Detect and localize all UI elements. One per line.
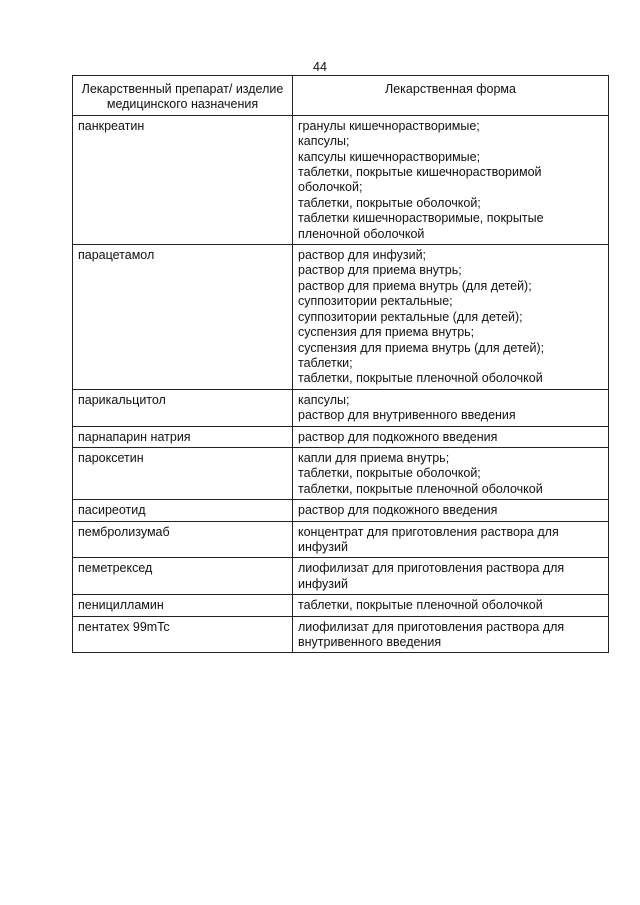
dosage-forms-cell [293,115,609,244]
table-row [73,115,609,244]
dosage-form-item: капсулы; [298,392,350,407]
drug-name-cell: пентатех 99mTc [73,616,293,653]
table-row [73,245,609,390]
drug-name-cell: пеметрексед [73,558,293,595]
dosage-form-item: гранулы кишечнорастворимые; [298,118,480,133]
dosage-form-item: капли для приема внутрь; [298,450,450,465]
dosage-form-item: концентрат для приготовления раствора для инфузий [298,524,559,554]
dosage-forms-cell [293,558,609,595]
table-row [73,389,609,426]
dosage-form-item: суспензия для приема внутрь; [298,325,475,340]
drug-name-cell: парацетамол [73,245,293,390]
dosage-form-item: суспензия для приема внутрь (для детей); [298,340,545,355]
dosage-forms-cell [293,521,609,558]
dosage-form-item: раствор для подкожного введения [298,429,498,444]
drug-name-cell: пасиреотид [73,500,293,521]
table-row [73,558,609,595]
drug-name-cell: пароксетин [73,447,293,499]
drug-name-cell: парикальцитол [73,389,293,426]
header-dosage-form: Лекарственная форма [293,76,609,116]
table-row [73,500,609,521]
dosage-form-item: таблетки, покрытые пленочной оболочкой [298,481,543,496]
dosage-forms-cell [293,447,609,499]
dosage-form-item: раствор для приема внутрь; [298,263,462,278]
table-header-row [73,76,609,116]
dosage-form-item: таблетки, покрытые оболочкой; [298,466,481,481]
dosage-form-item: лиофилизат для приготовления раствора для внутривенного введения [298,619,565,649]
dosage-form-item: раствор для внутривенного введения [298,408,516,423]
dosage-forms-cell [293,389,609,426]
dosage-form-item: суппозитории ректальные; [298,294,453,309]
dosage-form-item: таблетки, покрытые пленочной оболочкой [298,598,543,613]
dosage-form-item: таблетки, покрытые кишечнорастворимой оболочкой; [298,165,542,195]
dosage-form-item: таблетки; [298,355,353,370]
drug-name-cell: пеницилламин [73,595,293,616]
dosage-forms-cell [293,426,609,447]
dosage-form-item: раствор для инфузий; [298,248,427,263]
medication-table [72,75,609,653]
dosage-forms-cell [293,616,609,653]
table-row [73,595,609,616]
table-row [73,616,609,653]
dosage-form-item: таблетки, покрытые оболочкой; [298,195,481,210]
dosage-form-item: таблетки кишечнорастворимые, покрытые пленочной оболочкой [298,211,544,241]
dosage-forms-cell [293,245,609,390]
table-row [73,447,609,499]
table-header [73,76,609,116]
dosage-form-item: лиофилизат для приготовления раствора для инфузий [298,561,565,591]
drug-name-cell: панкреатин [73,115,293,244]
dosage-form-item: капсулы; [298,134,350,149]
dosage-form-item: раствор для приема внутрь (для детей); [298,278,532,293]
table-body [73,115,609,653]
dosage-form-item: раствор для подкожного введения [298,503,498,518]
page-number: 44 [313,60,327,74]
table-row [73,426,609,447]
dosage-forms-cell [293,595,609,616]
table-row [73,521,609,558]
dosage-form-item: суппозитории ректальные (для детей); [298,309,523,324]
dosage-forms-cell [293,500,609,521]
dosage-form-item: капсулы кишечнорастворимые; [298,149,481,164]
header-drug-name: Лекарственный препарат/ изделие медицинского назначения [73,76,293,116]
drug-name-cell: парнапарин натрия [73,426,293,447]
dosage-form-item: таблетки, покрытые пленочной оболочкой [298,371,543,386]
drug-name-cell: пембролизумаб [73,521,293,558]
